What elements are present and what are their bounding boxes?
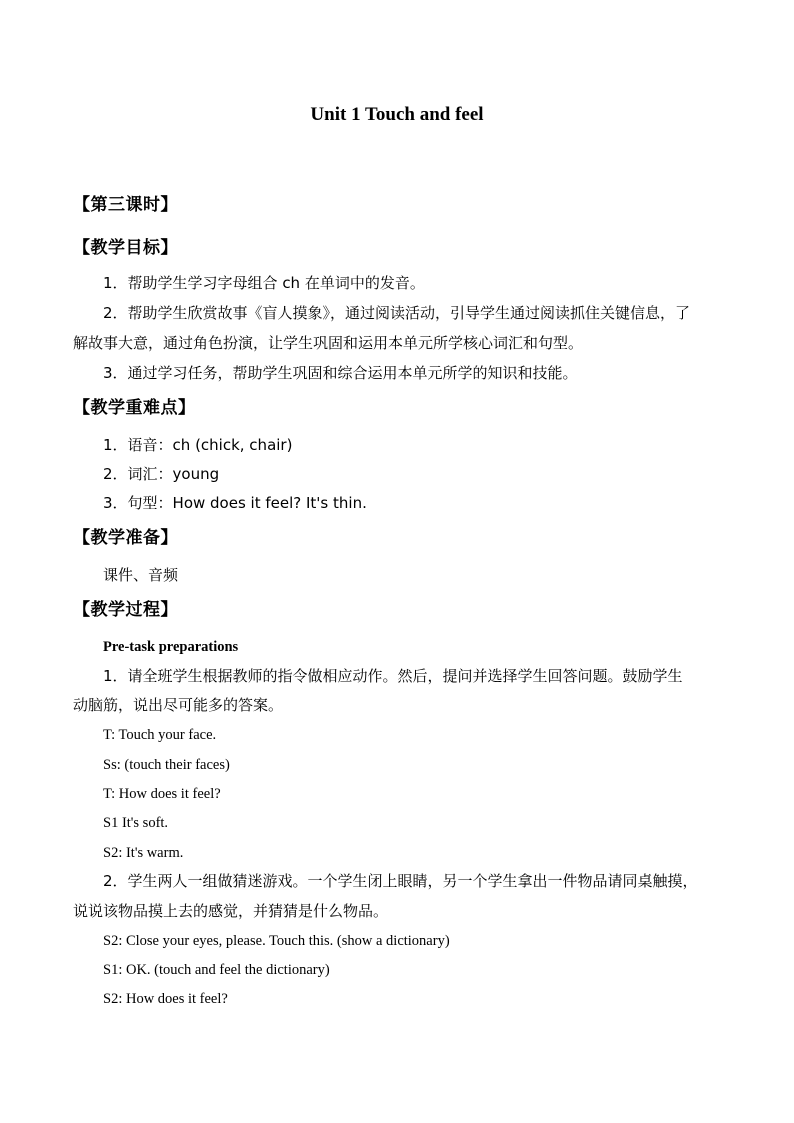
goal-item-3: 3．通过学习任务，帮助学生巩固和综合运用本单元所学的知识和技能。 [103, 364, 578, 382]
dialogue1-line-3: T: How does it feel? [103, 786, 221, 802]
dialogue1-line-5: S2: It's warm. [103, 845, 184, 861]
pre-task-subheading: Pre-task preparations [103, 639, 239, 655]
dialogue2-line-3: S2: How does it feel? [103, 991, 228, 1007]
step2-line-2: 说说该物品摸上去的感觉，并猜猜是什么物品。 [73, 902, 389, 920]
document-title: Unit 1 Touch and feel [310, 104, 484, 125]
lesson-heading: 【第三课时】 [73, 195, 178, 215]
process-heading: 【教学过程】 [73, 600, 178, 620]
key-point-2: 2．词汇：young [103, 465, 220, 483]
goal-item-1: 1．帮助学生学习字母组合 ch 在单词中的发音。 [103, 274, 425, 292]
preparation-heading: 【教学准备】 [73, 528, 178, 548]
key-points-heading: 【教学重难点】 [73, 398, 196, 418]
step2-line-1: 2．学生两人一组做猜迷游戏。一个学生闭上眼睛，另一个学生拿出一件物品请同桌触摸， [103, 872, 698, 890]
goals-heading: 【教学目标】 [73, 238, 178, 258]
preparation-text: 课件、音频 [103, 566, 179, 584]
goal-item-2-cont: 解故事大意，通过角色扮演，让学生巩固和运用本单元所学核心词汇和句型。 [73, 334, 584, 352]
dialogue1-line-4: S1 It's soft. [103, 815, 169, 831]
key-point-1: 1．语音：ch (chick, chair) [103, 436, 293, 454]
dialogue1-line-1: T: Touch your face. [103, 727, 217, 743]
goal-item-2: 2．帮助学生欣赏故事《盲人摸象》，通过阅读活动，引导学生通过阅读抓住关键信息，了 [103, 304, 691, 322]
dialogue2-line-1: S2: Close your eyes, please. Touch this. (show a dictionary) [103, 933, 450, 949]
key-point-3: 3．句型：How does it feel? It's thin. [103, 494, 367, 512]
dialogue2-line-2: S1: OK. (touch and feel the dictionary) [103, 962, 330, 978]
step1-line-1: 1．请全班学生根据教师的指令做相应动作。然后，提问并选择学生回答问题。鼓励学生 [103, 667, 683, 685]
dialogue1-line-2: Ss: (touch their faces) [103, 757, 230, 773]
step1-line-2: 动脑筋，说出尽可能多的答案。 [73, 696, 284, 714]
